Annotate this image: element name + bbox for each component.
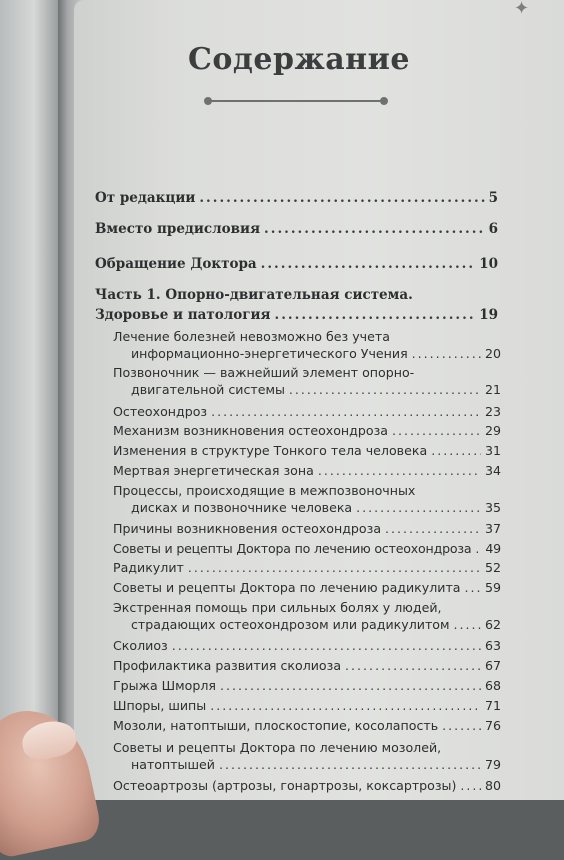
corner-flourish-icon: ✦ xyxy=(514,0,530,19)
leader-dots xyxy=(385,521,481,536)
leader-dots xyxy=(345,658,481,673)
toc-entry[interactable]: Советы и рецепты Доктора по лечению остеохондроза ..... 49 xyxy=(113,541,501,556)
leader-dots xyxy=(172,638,481,653)
toc-entry[interactable]: Изменения в структуре Тонкого тела человека ..... 31 xyxy=(113,443,501,458)
leader-dots xyxy=(199,190,484,206)
leader-dots xyxy=(188,560,481,575)
leader-dots xyxy=(289,382,481,397)
leader-dots xyxy=(442,718,481,733)
toc-entry[interactable]: Остеохондроз ..... 23 xyxy=(113,404,501,419)
leader-dots xyxy=(211,404,481,419)
toc-entry[interactable]: Вместо предисловия ..... 6 xyxy=(95,221,498,237)
leader-dots xyxy=(465,580,481,595)
toc-entry-line1[interactable]: Экстренная помощь при сильных болях у людей, xyxy=(113,600,442,615)
toc-entry[interactable]: двигательной системы ..... 21 xyxy=(113,382,501,397)
toc-entry[interactable]: страдающих остеохондрозом или радикулитом ..... 62 xyxy=(113,617,501,632)
leader-dots xyxy=(210,698,481,713)
leader-dots xyxy=(220,678,481,693)
leader-dots xyxy=(318,463,481,478)
leader-dots xyxy=(431,443,481,458)
leader-dots xyxy=(453,617,480,632)
leader-dots xyxy=(392,423,481,438)
leader-dots xyxy=(460,778,481,793)
toc-entry[interactable]: Мозоли, натоптыши, плоскостопие, косолапость ..... 76 xyxy=(113,718,501,733)
toc-entry[interactable]: натоптышей ..... 79 xyxy=(113,757,501,772)
toc-entry[interactable]: Профилактика развития сколиоза ..... 67 xyxy=(113,658,501,673)
leader-dots xyxy=(275,307,476,323)
toc-entry[interactable]: Радикулит ..... 52 xyxy=(113,560,501,575)
leader-dots xyxy=(412,346,481,361)
toc-entry[interactable]: Здоровье и патология ..... 19 xyxy=(95,307,498,323)
toc-entry[interactable]: Советы и рецепты Доктора по лечению радикулита ..... 59 xyxy=(113,580,501,595)
toc-entry-line1[interactable]: Советы и рецепты Доктора по лечению мозолей, xyxy=(113,740,442,755)
leader-dots xyxy=(261,256,476,272)
toc-entry[interactable]: Причины возникновения остеохондроза ..... 37 xyxy=(113,521,501,536)
toc-entry[interactable]: Остеоартрозы (артрозы, гонартрозы, коксартрозы) ..... 80 xyxy=(113,778,501,793)
toc-entry[interactable]: Сколиоз ..... 63 xyxy=(113,638,501,653)
toc-entry[interactable]: информационно-энергетического Учения ..... 20 xyxy=(113,346,501,361)
toc-entry-line1[interactable]: Процессы, происходящие в межпозвоночных xyxy=(113,483,416,498)
toc-entry-line1[interactable]: Часть 1. Опорно-двигательная система. xyxy=(95,287,413,303)
leader-dots xyxy=(475,541,481,556)
toc-entry[interactable]: Механизм возникновения остеохондроза ..... 29 xyxy=(113,423,501,438)
leader-dots xyxy=(356,500,481,515)
toc-entry[interactable]: От редакции ..... 5 xyxy=(95,190,498,206)
toc-entry-line1[interactable]: Позвоночник — важнейший элемент опорно- xyxy=(113,365,415,380)
toc-entry-line1[interactable]: Лечение болезней невозможно без учета xyxy=(113,329,390,344)
toc-entry[interactable]: дисках и позвоночнике человека ..... 35 xyxy=(113,500,501,515)
toc-entry[interactable]: Грыжа Шморля ..... 68 xyxy=(113,678,501,693)
toc-entry[interactable]: Обращение Доктора ..... 10 xyxy=(95,256,498,272)
toc-entry[interactable]: Мертвая энергетическая зона ..... 34 xyxy=(113,463,501,478)
leader-dots xyxy=(219,757,481,772)
page-title: Содержание xyxy=(188,42,410,77)
leader-dots xyxy=(264,221,485,237)
toc-entry[interactable]: Шпоры, шипы ..... 71 xyxy=(113,698,501,713)
